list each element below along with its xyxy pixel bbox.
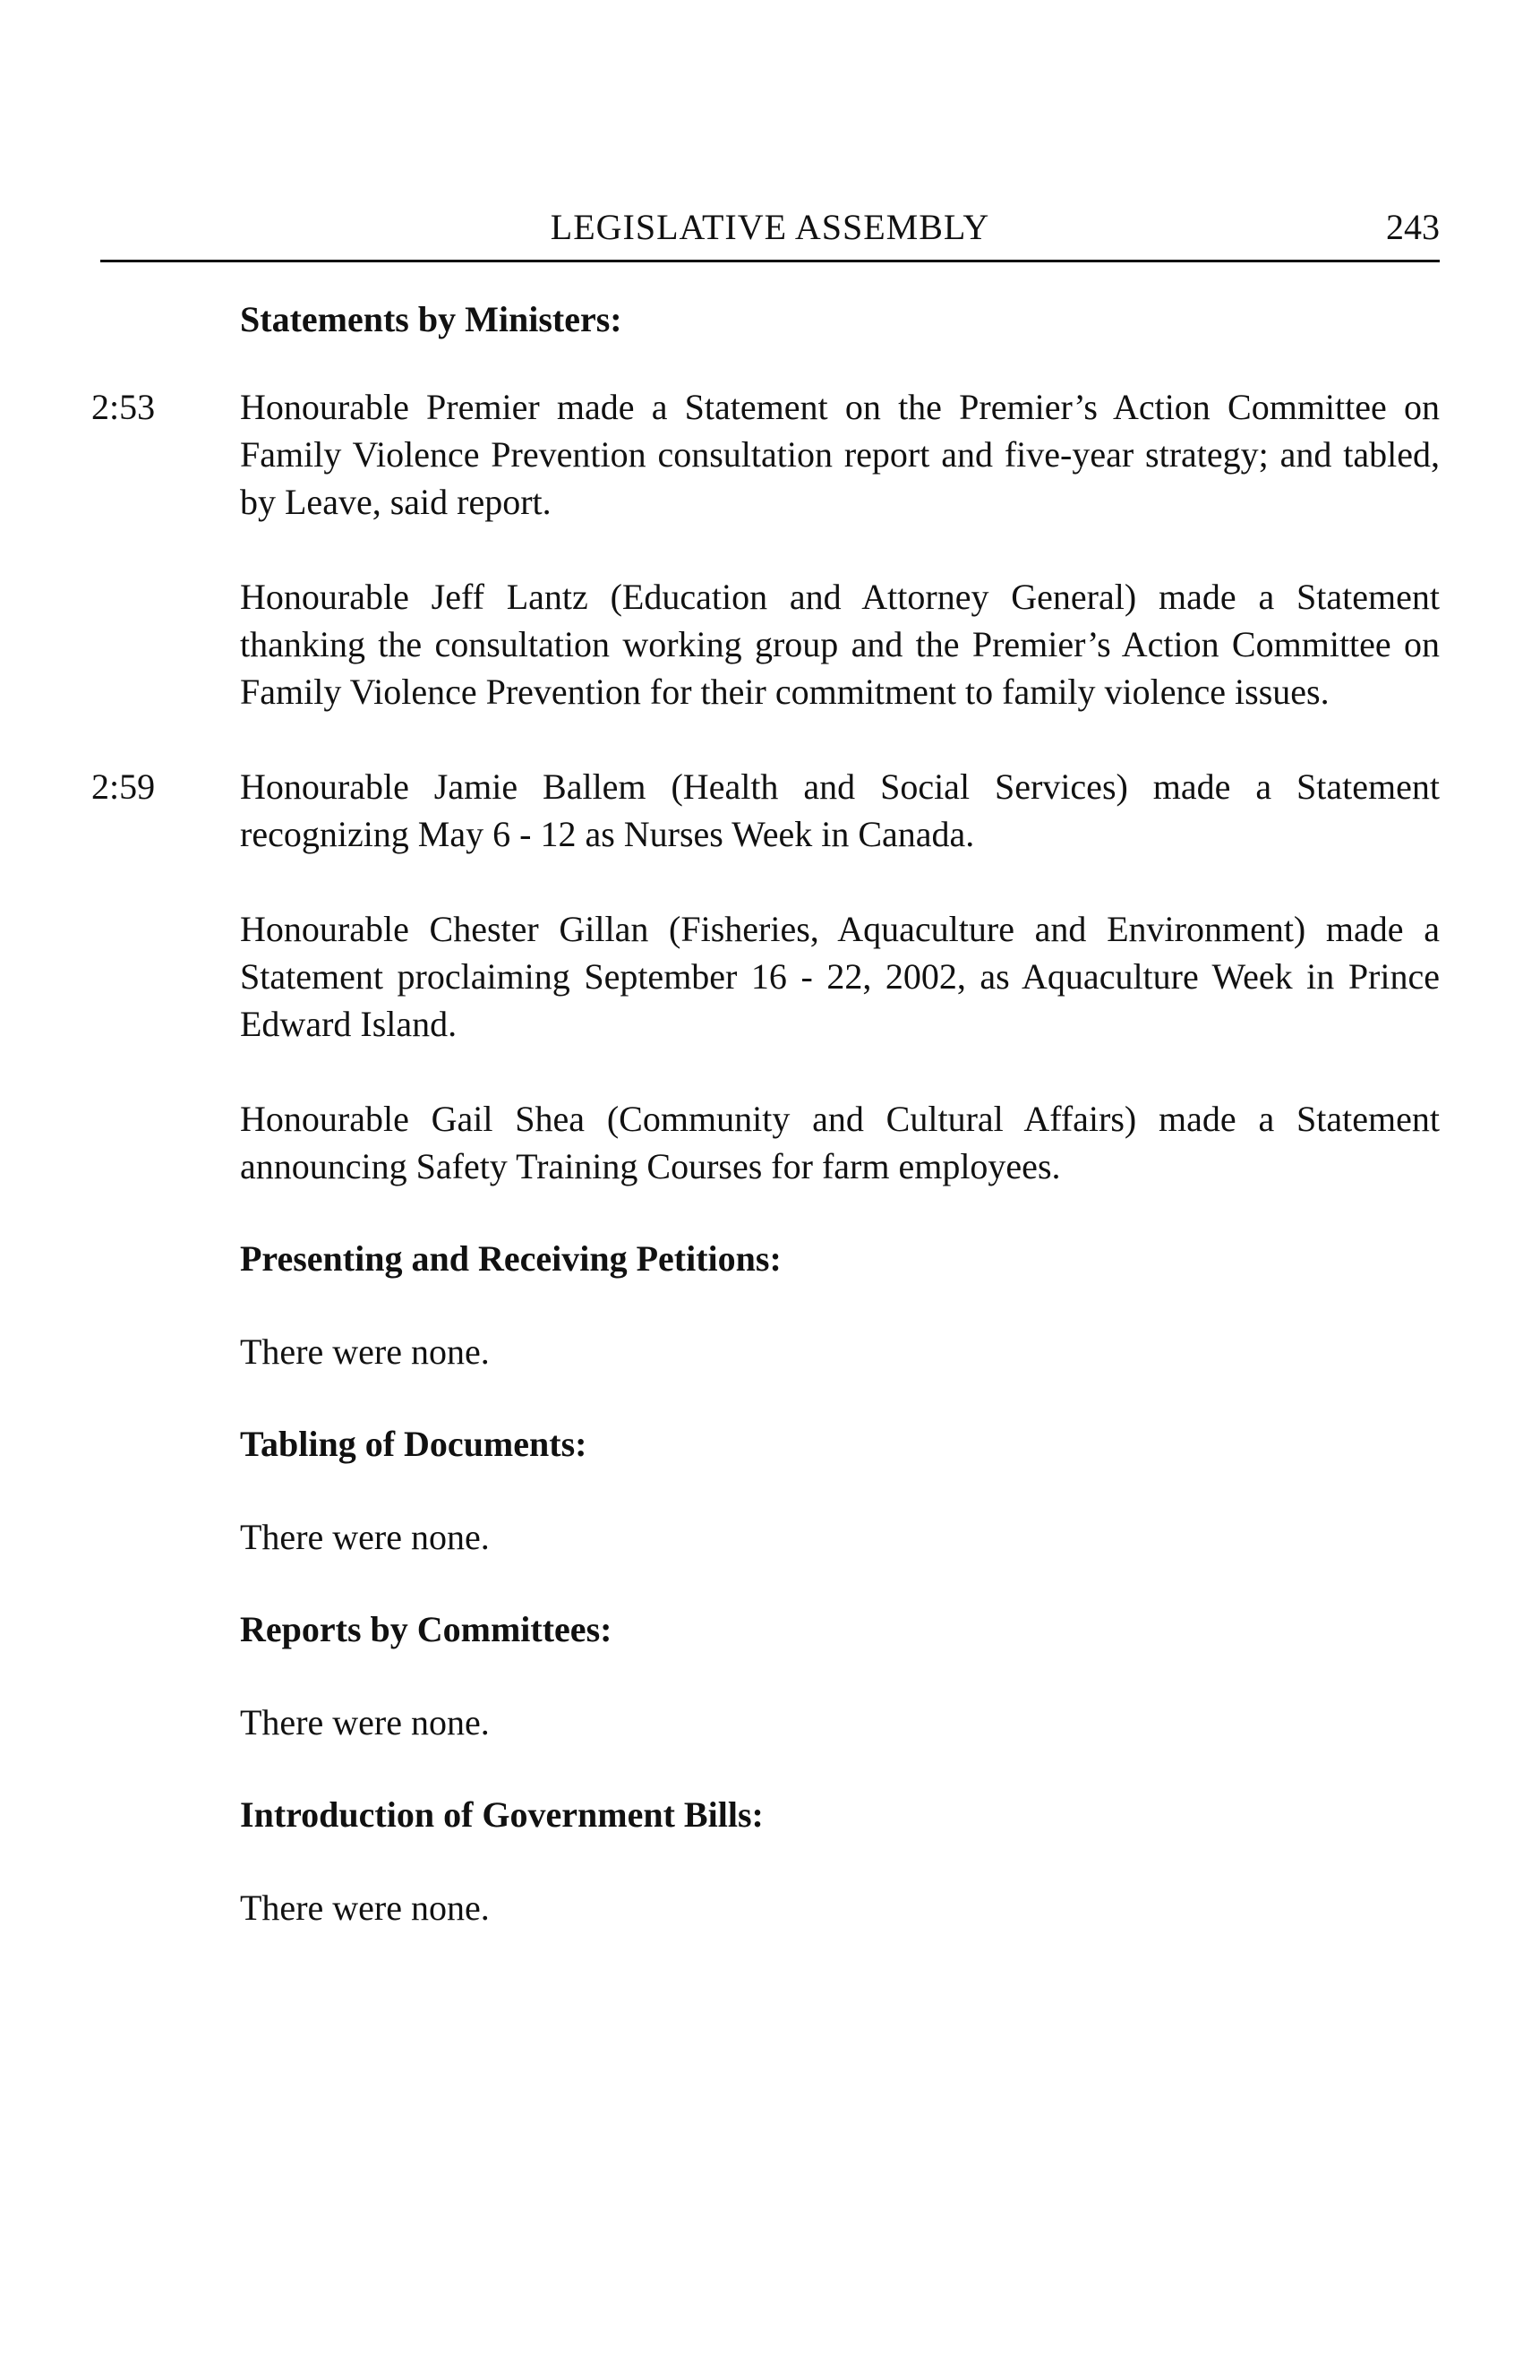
petitions-heading: Presenting and Receiving Petitions: bbox=[240, 1238, 782, 1279]
entry-text: Honourable Premier made a Statement on the Premier’s Action Committee on Family Violence Prevention consultation report and five-year strategy; and tabled, by Leave, said report. bbox=[240, 387, 1440, 522]
bills-heading: Introduction of Government Bills: bbox=[240, 1794, 764, 1835]
statement-entry bbox=[91, 763, 1440, 858]
statement-entry bbox=[240, 573, 1440, 715]
entry-text: Honourable Jamie Ballem (Health and Social Services) made a Statement recognizing May 6 - 12 as Nurses Week in Canada. bbox=[240, 766, 1440, 854]
petitions-text: There were none. bbox=[240, 1331, 490, 1372]
entry-text: Honourable Jeff Lantz (Education and Attorney General) made a Statement thanking the consultation working group and the Premier’s Action Committee on Family Violence Prevention for their commitment to family violence issues. bbox=[240, 577, 1440, 712]
entry-time: 2:53 bbox=[91, 387, 156, 427]
statements-heading: Statements by Ministers: bbox=[240, 299, 622, 339]
entry-text: Honourable Chester Gillan (Fisheries, Aquaculture and Environment) made a Statement proclaiming September 16 - 22, 2002, as Aquaculture Week in Prince Edward Island. bbox=[240, 909, 1440, 1044]
statement-entry bbox=[240, 1095, 1440, 1190]
journal-content bbox=[91, 295, 1440, 1931]
header-title: LEGISLATIVE ASSEMBLY bbox=[550, 207, 990, 247]
reports-text: There were none. bbox=[240, 1702, 490, 1742]
statement-entry bbox=[91, 383, 1440, 526]
page-number: 243 bbox=[1386, 207, 1440, 247]
entry-time: 2:59 bbox=[91, 766, 156, 807]
entry-text: Honourable Gail Shea (Community and Cultural Affairs) made a Statement announcing Safety Training Courses for farm employees. bbox=[240, 1099, 1440, 1186]
tabling-text: There were none. bbox=[240, 1517, 490, 1557]
bills-text: There were none. bbox=[240, 1888, 490, 1928]
statement-entry bbox=[240, 905, 1440, 1048]
running-header bbox=[100, 204, 1440, 262]
tabling-heading: Tabling of Documents: bbox=[240, 1424, 587, 1464]
reports-heading: Reports by Committees: bbox=[240, 1609, 612, 1649]
